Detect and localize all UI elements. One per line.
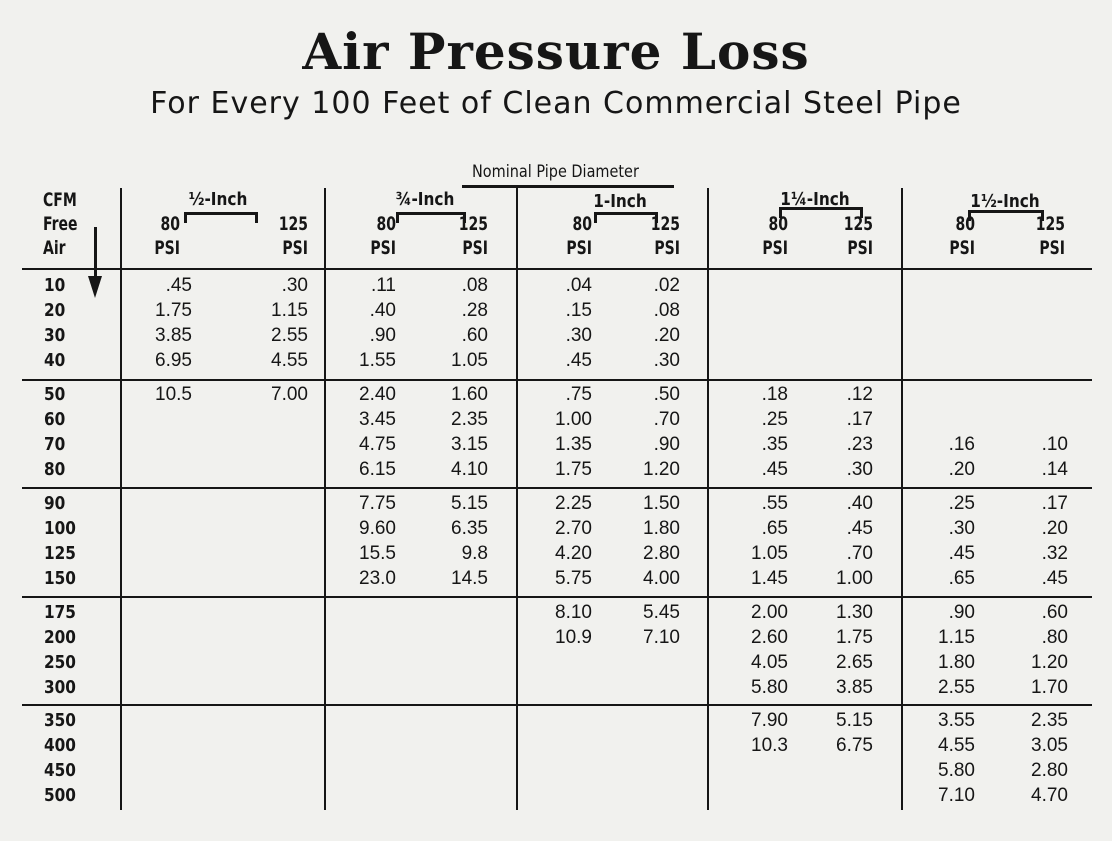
table-cell: 5.45: [643, 602, 680, 623]
table-cell: .30: [281, 275, 308, 296]
cfm-value: 250: [44, 652, 76, 673]
table-cell: .12: [846, 384, 873, 405]
table-cell: 1.20: [1031, 652, 1068, 673]
table-cell: 1.15: [271, 300, 308, 321]
table-cell: 3.45: [359, 409, 396, 430]
psi-unit-header: PSI: [566, 237, 592, 259]
table-cell: 14.5: [451, 568, 488, 589]
table-cell: 3.85: [836, 677, 873, 698]
psi-unit-header: PSI: [370, 237, 396, 259]
nominal-bracket: [462, 185, 674, 188]
table-cell: 6.75: [836, 735, 873, 756]
cfm-value: 125: [44, 543, 76, 564]
table-cell: .14: [1041, 459, 1068, 480]
cfm-value: 350: [44, 710, 76, 731]
row-divider: [22, 596, 1092, 598]
row-divider: [22, 704, 1092, 706]
table-cell: .30: [653, 350, 680, 371]
table-cell: .90: [369, 325, 396, 346]
cfm-header-line: Air: [43, 237, 66, 259]
table-cell: .17: [1041, 493, 1068, 514]
table-cell: .65: [761, 518, 788, 539]
table-cell: 7.00: [271, 384, 308, 405]
table-cell: 6.95: [155, 350, 192, 371]
table-cell: 1.00: [555, 409, 592, 430]
table-cell: .35: [761, 434, 788, 455]
cfm-value: 175: [44, 602, 76, 623]
table-cell: 8.10: [555, 602, 592, 623]
table-cell: .90: [948, 602, 975, 623]
table-cell: .16: [948, 434, 975, 455]
table-cell: .20: [1041, 518, 1068, 539]
table-cell: 2.80: [1031, 760, 1068, 781]
table-cell: 1.75: [836, 627, 873, 648]
psi-value-header: 125: [278, 213, 308, 235]
cfm-header-line: Free: [43, 213, 78, 235]
table-cell: 5.15: [451, 493, 488, 514]
table-cell: .30: [565, 325, 592, 346]
table-cell: 5.75: [555, 568, 592, 589]
table-cell: .30: [948, 518, 975, 539]
table-cell: 4.00: [643, 568, 680, 589]
psi-unit-header: PSI: [1039, 237, 1065, 259]
page-subtitle: For Every 100 Feet of Clean Commercial Steel Pipe: [150, 86, 962, 121]
table-cell: 6.35: [451, 518, 488, 539]
column-divider: [707, 188, 709, 810]
table-cell: 3.55: [938, 710, 975, 731]
column-divider: [901, 188, 903, 810]
table-cell: .70: [653, 409, 680, 430]
table-cell: .75: [565, 384, 592, 405]
pipe-size-label: ½-Inch: [188, 189, 248, 210]
table-cell: 4.55: [938, 735, 975, 756]
row-divider: [22, 268, 1092, 270]
table-cell: 1.50: [643, 493, 680, 514]
table-cell: 10.9: [555, 627, 592, 648]
table-cell: 7.90: [751, 710, 788, 731]
table-cell: .60: [1041, 602, 1068, 623]
table-cell: 1.70: [1031, 677, 1068, 698]
pipe-size-label: 1-Inch: [593, 191, 647, 212]
table-cell: 2.60: [751, 627, 788, 648]
table-cell: 1.45: [751, 568, 788, 589]
cfm-value: 30: [44, 325, 66, 346]
table-cell: 1.00: [836, 568, 873, 589]
table-cell: 10.5: [155, 384, 192, 405]
table-cell: 1.30: [836, 602, 873, 623]
table-cell: .32: [1041, 543, 1068, 564]
table-cell: 5.80: [938, 760, 975, 781]
cfm-value: 90: [44, 493, 66, 514]
table-cell: 9.60: [359, 518, 396, 539]
table-cell: .45: [165, 275, 192, 296]
psi-value-header: 80: [160, 213, 180, 235]
table-cell: 4.70: [1031, 785, 1068, 806]
table-cell: 5.80: [751, 677, 788, 698]
pipe-size-label: 1¼-Inch: [780, 189, 850, 210]
cfm-value: 500: [44, 785, 76, 806]
table-cell: 7.75: [359, 493, 396, 514]
psi-unit-header: PSI: [654, 237, 680, 259]
table-cell: 2.35: [451, 409, 488, 430]
table-cell: 15.5: [359, 543, 396, 564]
table-cell: 1.80: [643, 518, 680, 539]
table-cell: 1.15: [938, 627, 975, 648]
cfm-value: 300: [44, 677, 76, 698]
table-cell: 3.85: [155, 325, 192, 346]
pipe-size-label: 1½-Inch: [970, 191, 1040, 212]
nominal-diameter-label: Nominal Pipe Diameter: [472, 162, 639, 182]
psi-unit-header: PSI: [847, 237, 873, 259]
table-cell: 4.20: [555, 543, 592, 564]
table-cell: 7.10: [643, 627, 680, 648]
psi-unit-header: PSI: [949, 237, 975, 259]
table-cell: .45: [948, 543, 975, 564]
cfm-value: 40: [44, 350, 66, 371]
table-cell: 2.55: [271, 325, 308, 346]
table-cell: 1.75: [555, 459, 592, 480]
table-cell: .28: [461, 300, 488, 321]
table-cell: .45: [565, 350, 592, 371]
row-divider: [22, 379, 1092, 381]
table-cell: .90: [653, 434, 680, 455]
table-cell: 2.70: [555, 518, 592, 539]
cfm-value: 150: [44, 568, 76, 589]
table-cell: .45: [761, 459, 788, 480]
table-cell: .25: [761, 409, 788, 430]
cfm-header-line: CFM: [43, 189, 77, 211]
psi-value-header: 125: [1035, 213, 1065, 235]
psi-unit-header: PSI: [762, 237, 788, 259]
table-cell: .45: [1041, 568, 1068, 589]
table-cell: 4.10: [451, 459, 488, 480]
table-cell: 2.80: [643, 543, 680, 564]
table-cell: 7.10: [938, 785, 975, 806]
table-cell: 1.05: [751, 543, 788, 564]
table-cell: 2.55: [938, 677, 975, 698]
cfm-value: 400: [44, 735, 76, 756]
table-cell: 2.35: [1031, 710, 1068, 731]
psi-unit-header: PSI: [282, 237, 308, 259]
table-cell: 1.80: [938, 652, 975, 673]
table-cell: 1.05: [451, 350, 488, 371]
table-cell: 2.00: [751, 602, 788, 623]
table-cell: 1.20: [643, 459, 680, 480]
table-cell: .08: [653, 300, 680, 321]
psi-value-header: 125: [650, 213, 680, 235]
psi-value-header: 80: [768, 213, 788, 235]
table-cell: .25: [948, 493, 975, 514]
table-cell: 1.60: [451, 384, 488, 405]
table-cell: 2.25: [555, 493, 592, 514]
cfm-value: 20: [44, 300, 66, 321]
row-divider: [22, 487, 1092, 489]
cfm-value: 70: [44, 434, 66, 455]
table-cell: .18: [761, 384, 788, 405]
cfm-value: 10: [44, 275, 66, 296]
table-cell: .50: [653, 384, 680, 405]
table-cell: .80: [1041, 627, 1068, 648]
table-cell: .15: [565, 300, 592, 321]
table-cell: .04: [565, 275, 592, 296]
table-cell: 2.65: [836, 652, 873, 673]
table-cell: 4.75: [359, 434, 396, 455]
table-cell: 1.35: [555, 434, 592, 455]
table-cell: 3.05: [1031, 735, 1068, 756]
table-cell: 6.15: [359, 459, 396, 480]
table-cell: .55: [761, 493, 788, 514]
table-cell: 5.15: [836, 710, 873, 731]
table-cell: .20: [653, 325, 680, 346]
table-cell: 4.55: [271, 350, 308, 371]
table-cell: 1.55: [359, 350, 396, 371]
table-cell: 9.8: [461, 543, 488, 564]
psi-value-header: 80: [376, 213, 396, 235]
table-cell: .10: [1041, 434, 1068, 455]
table-cell: 2.40: [359, 384, 396, 405]
psi-value-header: 125: [458, 213, 488, 235]
table-cell: .45: [846, 518, 873, 539]
psi-value-header: 125: [843, 213, 873, 235]
cfm-value: 60: [44, 409, 66, 430]
cfm-value: 200: [44, 627, 76, 648]
cfm-value: 50: [44, 384, 66, 405]
table-cell: .02: [653, 275, 680, 296]
table-cell: 23.0: [359, 568, 396, 589]
table-cell: .23: [846, 434, 873, 455]
psi-unit-header: PSI: [462, 237, 488, 259]
table-cell: 1.75: [155, 300, 192, 321]
psi-value-header: 80: [572, 213, 592, 235]
table-cell: .60: [461, 325, 488, 346]
psi-value-header: 80: [955, 213, 975, 235]
table-cell: 3.15: [451, 434, 488, 455]
table-cell: .30: [846, 459, 873, 480]
table-cell: .70: [846, 543, 873, 564]
table-cell: .65: [948, 568, 975, 589]
table-cell: .17: [846, 409, 873, 430]
psi-unit-header: PSI: [154, 237, 180, 259]
table-cell: .08: [461, 275, 488, 296]
table-cell: .11: [370, 275, 396, 296]
page-title: Air Pressure Loss: [302, 22, 810, 81]
cfm-value: 80: [44, 459, 66, 480]
table-cell: 4.05: [751, 652, 788, 673]
column-divider: [516, 188, 518, 810]
cfm-value: 100: [44, 518, 76, 539]
table-cell: .40: [846, 493, 873, 514]
table-cell: 10.3: [751, 735, 788, 756]
pipe-size-label: ¾-Inch: [395, 189, 455, 210]
cfm-value: 450: [44, 760, 76, 781]
table-cell: .40: [369, 300, 396, 321]
table-cell: .20: [948, 459, 975, 480]
